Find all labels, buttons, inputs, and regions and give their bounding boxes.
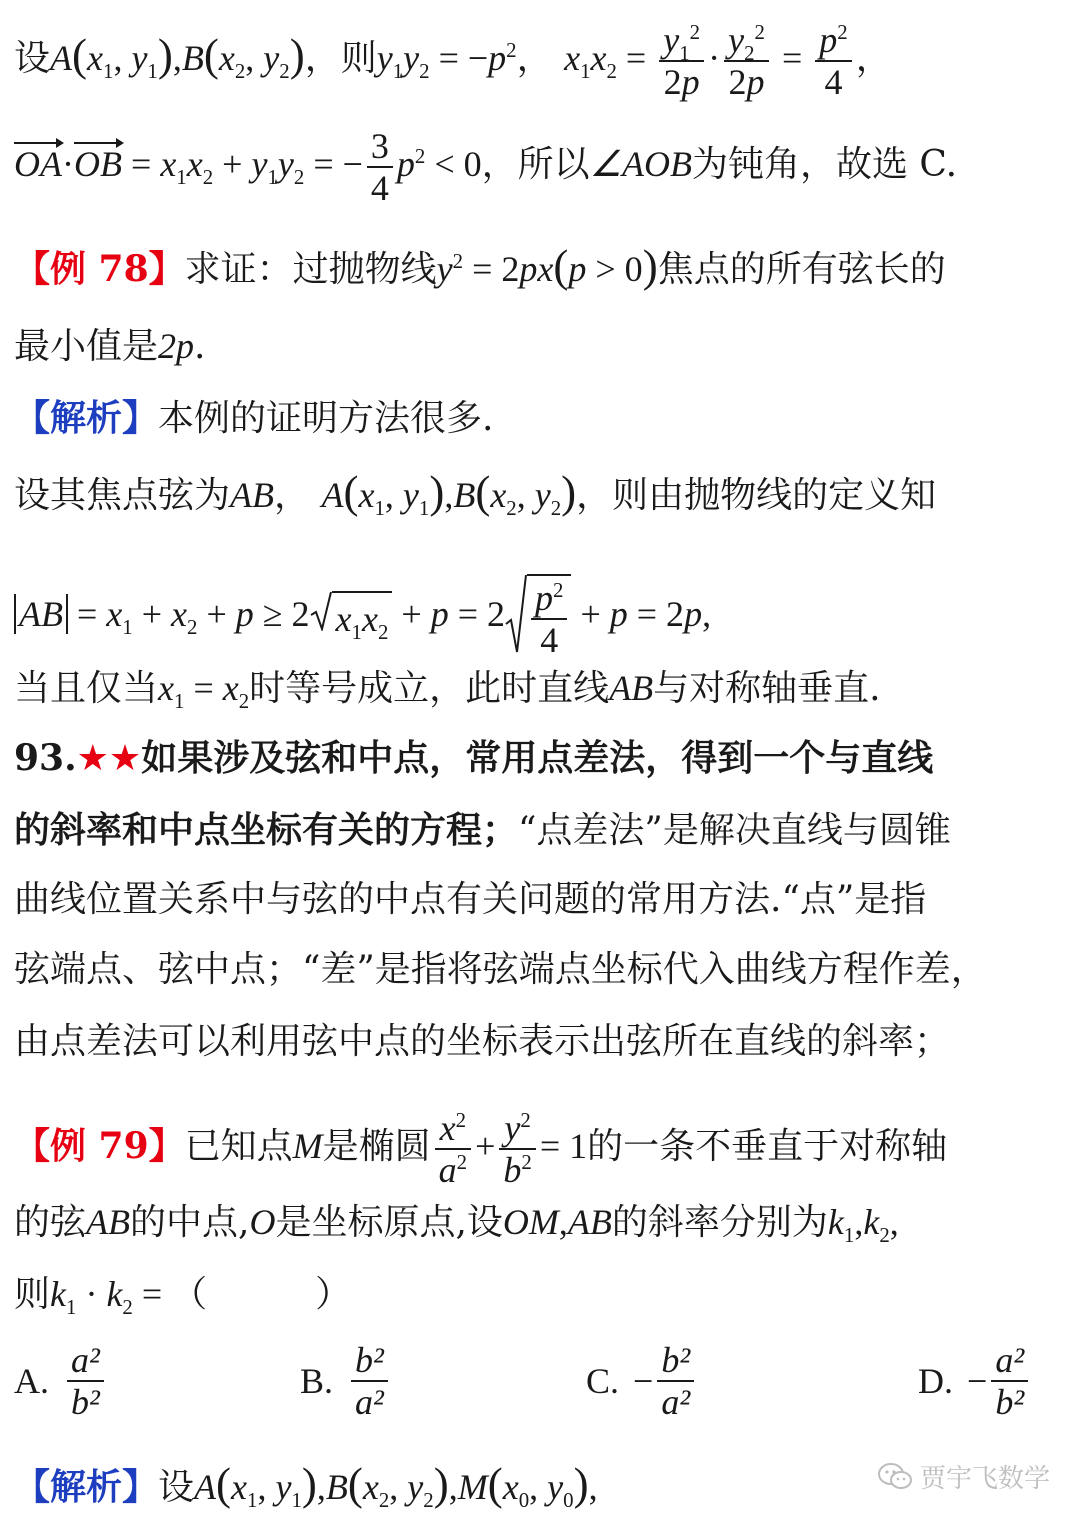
option-b[interactable]: B. $\frac{\text{b²}}{\text{a²}}$ — [300, 1340, 392, 1422]
example-78-tag: 【例 78】 — [14, 248, 185, 290]
solution-78-tag: 【解析】 — [14, 397, 159, 439]
point-93-line-3: 曲线位置关系中与弦的中点有关问题的常用方法.“点”是指 — [14, 879, 927, 920]
solution-78-line-4: 当且仅当$x_1 = x_2$时等号成立，此时直线AB与对称轴垂直. — [14, 668, 881, 714]
solution-78-formula: AB = $x_1 + x_2 + p \ge 2$ $x_1x_2 + p = 2$ $\frac{p^2}{4}$ + p = 2p, — [14, 574, 1066, 660]
point-93-line-4: 弦端点、弦中点；“差”是指将弦端点坐标代入曲线方程作差， — [14, 949, 987, 990]
example-78-line-2: 最小值是2p. — [14, 326, 206, 367]
watermark — [878, 1458, 1050, 1495]
solution-79-tag: 【解析】 — [14, 1466, 159, 1508]
option-d[interactable]: D. − $\frac{\text{a²}}{\text{b²}}$ — [918, 1340, 1032, 1422]
point-93-line-1: 93.★★如果涉及弦和中点，常用点差法，得到一个与直线 — [14, 737, 934, 779]
watermark-text: 贾宇飞数学 — [919, 1464, 1050, 1494]
option-a[interactable]: A. $\frac{\text{a²}}{\text{b²}}$ — [14, 1340, 108, 1422]
example-78-line-1: 【例 78】求证：过抛物线$y^2 = 2px(p > 0)$焦点的所有弦长的 — [14, 241, 946, 291]
line-1: 设$A(x_1$, $y_1),B(x_2$, $y_2$)，则$y_1y_2 = -p^2$， $x_1x_2$ = $\frac{y_1^2}{2p}$ · $\frac{y_2^2}{2p}$ = $\frac{p^2}{4}$ ， — [14, 20, 892, 102]
example-79-tag: 【例 79】 — [14, 1125, 185, 1167]
point-93-line-5: 由点差法可以利用弦中点的坐标表示出弦所在直线的斜率； — [14, 1021, 951, 1062]
wechat-icon — [878, 1463, 912, 1491]
option-c[interactable]: C. − $\frac{\text{b²}}{\text{a²}}$ — [586, 1340, 698, 1422]
example-79-line-3: 则$k_1 \cdot k_2$ = （ ） — [14, 1274, 352, 1320]
point-93-line-2: 的斜率和中点坐标有关的方程；“点差法”是解决直线与圆锥 — [14, 809, 951, 851]
solution-78-line-2: 设其焦点弦为AB， $A(x_1$, $y_1),B(x_2$, $y_2$)，则由抛物线的定义知 — [14, 467, 937, 521]
solution-78-line-1: 【解析】本例的证明方法很多. — [14, 397, 494, 439]
star-rating: ★★ — [76, 738, 142, 779]
example-79-line-1: 【例 79】已知点M是椭圆 $\frac{x^2}{a^2}$ + $\frac{y^2}{b^2}$ = 1的一条不垂直于对称轴 — [14, 1108, 948, 1190]
solution-79-line-1: 【解析】设$A(x_1$, $y_1),B(x_2$, $y_2),M(x_0$, $y_0$), — [14, 1459, 598, 1513]
example-79-line-2: 的弦AB的中点,O是坐标原点,设OM,AB的斜率分别为$k_1,k_2$, — [14, 1202, 899, 1248]
line-2: $OA\cdot OB = x_1x_2 + y_1y_2$ = − $\frac{3}{4}$ $p^2 < 0$，所以∠AOB为钝角，故选 C. — [14, 126, 958, 208]
